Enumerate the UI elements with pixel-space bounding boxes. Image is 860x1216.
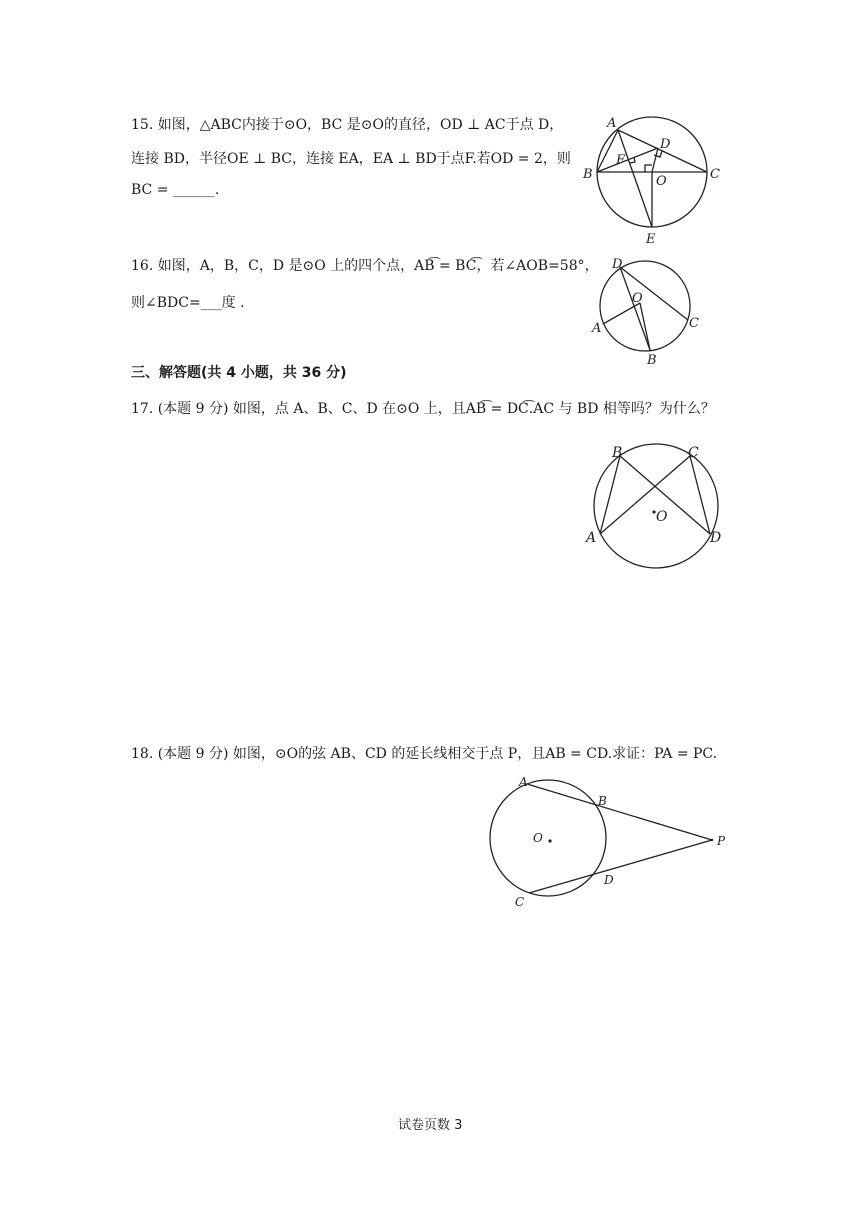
- section-3-title: 三、解答题(共 4 小题，共 36 分): [131, 365, 347, 381]
- q15-line-1: 15. 如图，△ABC内接于⊙O，BC 是⊙O的直径，OD ⊥ AC于点 D，: [131, 117, 564, 133]
- q18-label-d: D: [604, 873, 614, 887]
- q17-label-b: B: [612, 445, 623, 461]
- q16-line-1: 16. 如图，A，B，C，D 是⊙O 上的四个点，AB͡ = BC͡，若∠AOB=58°，: [131, 258, 599, 274]
- q16-figure: [585, 250, 715, 375]
- q15-label-c: C: [710, 167, 720, 182]
- q16-label-o: O: [632, 291, 643, 306]
- q16-label-c: C: [689, 316, 699, 331]
- page-number: 试卷页数 3: [398, 1118, 463, 1133]
- q16-label-b: B: [647, 353, 657, 368]
- q15-label-o: O: [656, 174, 667, 189]
- q18-label-b: B: [598, 794, 607, 808]
- q15-label-f: F: [616, 153, 626, 168]
- q15-figure: [580, 110, 730, 250]
- q15-label-a: A: [607, 116, 617, 131]
- q17-label-a: A: [586, 530, 597, 546]
- q16-label-d: D: [612, 257, 623, 272]
- q18-label-a: A: [519, 775, 528, 789]
- q15-label-b: B: [583, 167, 593, 182]
- q17-label-c: C: [688, 445, 699, 461]
- q16-label-a: A: [592, 321, 602, 336]
- q18-line-1: 18. (本题 9 分) 如图，⊙O的弦 AB、CD 的延长线相交于点 P，且AB = CD.求证：PA = PC.: [131, 746, 718, 762]
- q15-line-3: BC = ______.: [131, 182, 220, 198]
- q15-line-2: 连接 BD，半径OE ⊥ BC，连接 EA，EA ⊥ BD于点F.若OD = 2，则: [131, 151, 571, 167]
- q17-line-1: 17. (本题 9 分) 如图，点 A、B、C、D 在⊙O 上，且AB͡ = DC͡.AC 与 BD 相等吗？为什么？: [131, 401, 715, 417]
- q17-label-d: D: [710, 530, 722, 546]
- q18-figure: [485, 775, 735, 915]
- q17-label-o: O: [656, 509, 668, 525]
- q18-label-o: O: [533, 831, 543, 845]
- q16-line-2: 则∠BDC=___度 .: [131, 295, 245, 311]
- q15-label-e: E: [646, 232, 656, 247]
- q18-label-p: P: [717, 834, 726, 848]
- q17-figure: [580, 440, 730, 580]
- q15-label-d: D: [660, 137, 671, 152]
- q18-label-c: C: [515, 895, 525, 909]
